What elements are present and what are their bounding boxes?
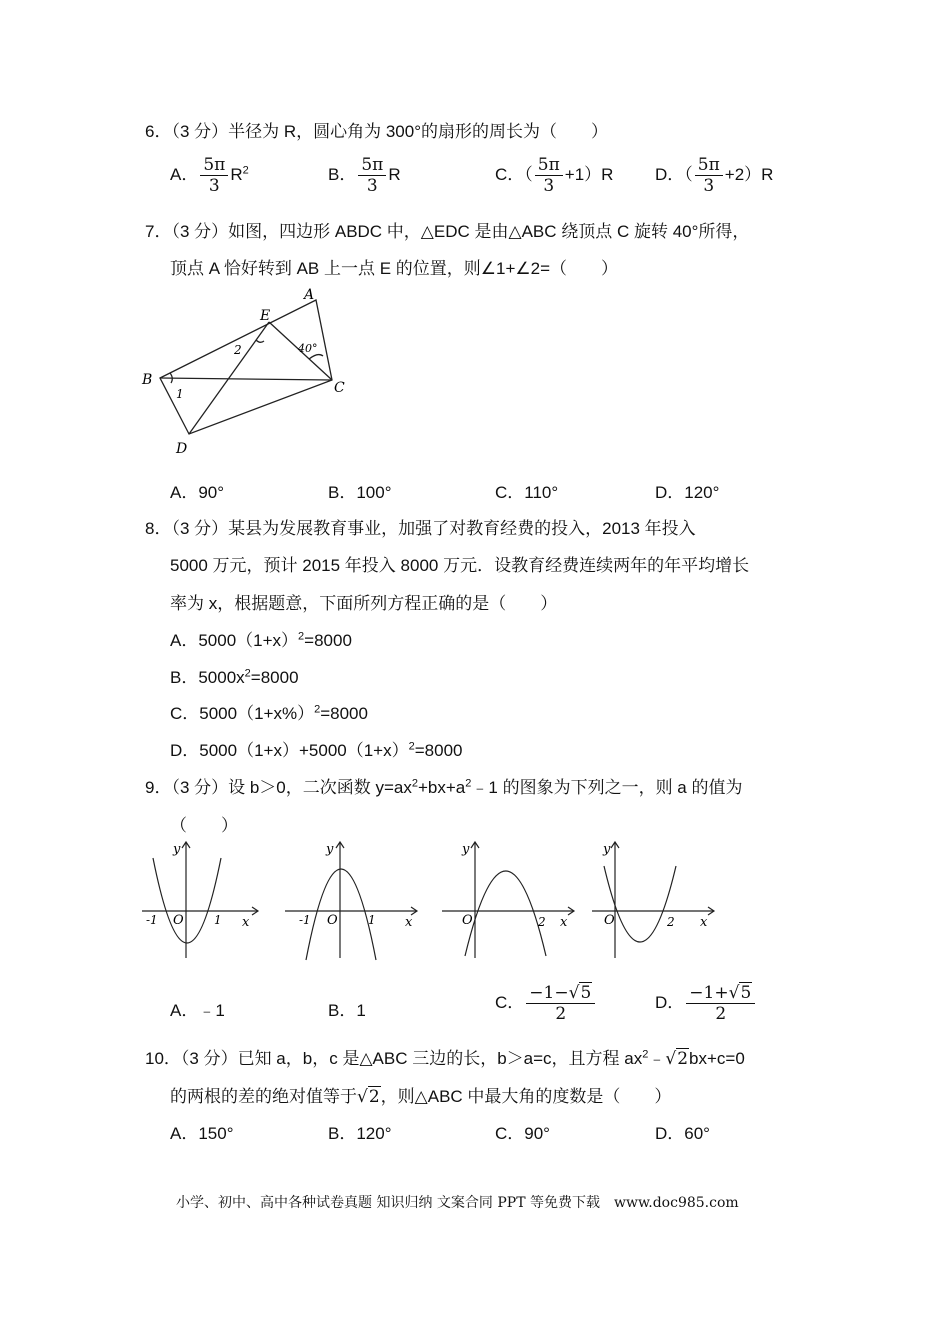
q6-a-sup: 2	[242, 164, 249, 177]
q9-g1-parabola	[153, 858, 221, 943]
q9-g3-y-label: y	[462, 842, 470, 857]
q9-d-fraction	[686, 983, 755, 1024]
q10-stem-line2	[170, 1082, 671, 1107]
q10-stem-radicand: 2	[677, 1049, 689, 1069]
q7-option-d: D．120°	[655, 483, 720, 502]
q7-label-e: E	[260, 308, 271, 324]
q9-stem-line2: （ ）	[170, 816, 238, 835]
q9-g1-left-root: -1	[146, 913, 158, 927]
q9-c-label: C．	[495, 992, 525, 1012]
q9-c-radicand: 5	[580, 983, 592, 1003]
page-footer: 小学、初中、高中各种试卷真题 知识归纳 文案合同 PPT 等免费下载 www.doc985.com	[176, 1195, 739, 1211]
q9-g2-x-label: x	[405, 915, 413, 930]
q9-option-d	[655, 983, 757, 1024]
q6-c-tail: +1）R	[564, 164, 614, 184]
q9-g3-x-label: x	[560, 915, 568, 930]
q10-option-c: C．90°	[495, 1124, 550, 1143]
q6-b-num: 5π	[358, 155, 386, 176]
q9-g4-y-label: y	[603, 842, 611, 857]
q6-b-den: 3	[366, 176, 378, 196]
q9-stem-post: ﹣1 的图象为下列之一，则 a 的值为	[471, 778, 743, 797]
q6-d-tail: +2）R	[724, 164, 774, 184]
q8-option-b	[170, 663, 299, 688]
q10-stem-post: bx+c=0	[689, 1049, 745, 1068]
q9-g1-origin: O	[173, 913, 184, 928]
q9-g4-right-root: 2	[667, 915, 675, 929]
q9-graph-4	[590, 838, 720, 963]
q8-a-post: =8000	[304, 631, 352, 650]
q6-c-label: C．	[495, 164, 525, 184]
q7-label-d: D	[176, 441, 188, 457]
q7-segment-bc	[160, 378, 332, 380]
q9-c-den: 2	[555, 1004, 567, 1024]
q9-g3-parabola	[465, 871, 546, 956]
q8-option-a	[170, 626, 352, 651]
q9-d-num	[686, 983, 755, 1004]
q10-option-b: B．120°	[328, 1124, 392, 1143]
q9-g2-left-root: -1	[299, 913, 311, 927]
q8-c-sup: 2	[314, 703, 321, 716]
q6-a-num: 5π	[200, 155, 228, 176]
q6-d-den: 3	[703, 176, 715, 196]
q10-line2-post: ，则△ABC 中最大角的度数是（ ）	[380, 1087, 672, 1106]
q7-stem-line2: 顶点 A 恰好转到 AB 上一点 E 的位置，则∠1+∠2=（ ）	[170, 259, 619, 278]
q9-d-label: D．	[655, 992, 685, 1012]
q8-b-post: =8000	[250, 668, 299, 687]
q6-b-tail: R	[388, 164, 401, 184]
q8-option-c	[170, 699, 368, 724]
q6-a-tail: R	[230, 164, 243, 184]
q8-d-sup: 2	[408, 740, 415, 753]
q8-d-post: =8000	[414, 741, 463, 760]
q6-c-den: 3	[543, 176, 555, 196]
q6-stem: 6．（3 分）半径为 R，圆心角为 300°的扇形的周长为（ ）	[145, 122, 609, 141]
q9-option-a: A．﹣1	[170, 1001, 225, 1020]
q7-label-angle40: 40°	[298, 342, 318, 355]
q9-g3-origin: O	[462, 913, 473, 928]
q8-stem-line2: 5000 万元，预计 2015 年投入 8000 万元．设教育经费连续两年的年平均增长	[170, 556, 750, 575]
q9-d-sqrt: √5	[728, 983, 752, 1003]
q9-g3-right-root: 2	[538, 915, 546, 929]
q10-option-a: A．150°	[170, 1124, 234, 1143]
q10-option-d: D．60°	[655, 1124, 710, 1143]
q9-g1-y-label: y	[173, 842, 181, 857]
q9-stem-mid: +bx+a	[418, 778, 466, 797]
q6-a-fraction	[200, 155, 228, 196]
q6-d-num: 5π	[695, 155, 723, 176]
q8-option-d	[170, 736, 462, 761]
q9-g2-origin: O	[327, 913, 338, 928]
q7-quad-outline	[160, 300, 332, 434]
q7-stem-line1: 7．（3 分）如图，四边形 ABDC 中，△EDC 是由△ABC 绕顶点 C 旋转 40°所得，	[145, 222, 750, 241]
q10-stem-mid: ﹣	[648, 1049, 666, 1068]
q10-stem-pre: 10．（3 分）已知 a，b，c 是△ABC 三边的长，b＞a=c，且方程 ax	[145, 1049, 643, 1068]
q7-option-b: B．100°	[328, 483, 392, 502]
q10-stem-sqrt: √2	[665, 1049, 689, 1069]
q6-b-fraction	[358, 155, 386, 196]
q9-c-num	[526, 983, 595, 1004]
q8-b-sup: 2	[244, 667, 251, 680]
q9-g1-right-root: 1	[214, 913, 222, 927]
q10-stem-sup: 2	[642, 1048, 649, 1061]
q6-a-den: 3	[208, 176, 220, 196]
q6-c-fraction	[535, 155, 563, 196]
q9-g1-x-label: x	[242, 915, 250, 930]
q7-label-c: C	[334, 380, 345, 396]
q6-c-pre: （	[524, 164, 533, 184]
q10-stem-line1	[145, 1044, 745, 1069]
q6-b-label: B．	[328, 164, 357, 184]
q9-g4-x-label: x	[700, 915, 708, 930]
q7-label-angle2: 2	[234, 343, 242, 357]
q8-a-sup: 2	[298, 630, 305, 643]
q9-graph-3	[440, 838, 580, 963]
q6-option-d	[655, 155, 773, 196]
q6-a-label: A．	[170, 164, 199, 184]
q6-option-b	[328, 155, 401, 196]
q9-g2-parabola	[306, 869, 376, 960]
q9-stem-pre: 9．（3 分）设 b＞0，二次函数 y=ax	[145, 778, 412, 797]
q9-c-fraction	[526, 983, 595, 1024]
q9-graph-2	[283, 838, 423, 963]
q9-c-num-pre: −1−	[529, 983, 569, 1003]
q9-g4-origin: O	[604, 913, 615, 928]
q9-d-radicand: 5	[740, 983, 752, 1003]
q6-d-label: D．	[655, 164, 685, 184]
q9-stem-line1	[145, 773, 742, 798]
q7-option-a: A．90°	[170, 483, 225, 502]
q7-angle2-arc	[256, 340, 264, 342]
q8-b-pre: B．5000x	[170, 668, 245, 687]
q9-g2-y-label: y	[326, 842, 334, 857]
q6-option-c	[495, 155, 613, 196]
q7-angle40-arc	[309, 355, 323, 359]
q9-stem-sup2: 2	[465, 777, 472, 790]
q6-c-num: 5π	[535, 155, 563, 176]
q8-c-pre: C．5000（1+x%）	[170, 704, 315, 723]
q9-d-num-pre: −1+	[689, 983, 729, 1003]
q9-graph-1	[140, 838, 260, 963]
q9-c-sqrt: √5	[568, 983, 592, 1003]
q9-stem-sup1: 2	[411, 777, 418, 790]
q8-a-pre: A．5000（1+x）	[170, 631, 299, 650]
q9-g2-right-root: 1	[368, 913, 376, 927]
q10-line2-sqrt: √2	[357, 1087, 380, 1107]
q9-option-c	[495, 983, 597, 1024]
q7-quadrilateral-figure	[138, 282, 358, 460]
q9-option-b: B．1	[328, 1001, 366, 1020]
q7-option-c: C．110°	[495, 483, 559, 502]
q10-line2-pre: 的两根的差的绝对值等于	[170, 1087, 357, 1106]
q10-line2-radicand: 2	[368, 1087, 380, 1107]
q6-d-pre: （	[684, 164, 693, 184]
q8-d-pre: D．5000（1+x）+5000（1+x）	[170, 741, 409, 760]
q6-d-fraction	[695, 155, 723, 196]
q8-stem-line1: 8．（3 分）某县为发展教育事业，加强了对教育经费的投入，2013 年投入	[145, 519, 696, 538]
q7-label-angle1: 1	[176, 387, 184, 401]
q7-label-a: A	[304, 287, 315, 303]
q7-label-b: B	[142, 372, 153, 388]
q8-stem-line3: 率为 x，根据题意，下面所列方程正确的是（ ）	[170, 594, 558, 613]
q9-d-den: 2	[715, 1004, 727, 1024]
q8-c-post: =8000	[320, 704, 368, 723]
q6-option-a	[170, 155, 249, 196]
